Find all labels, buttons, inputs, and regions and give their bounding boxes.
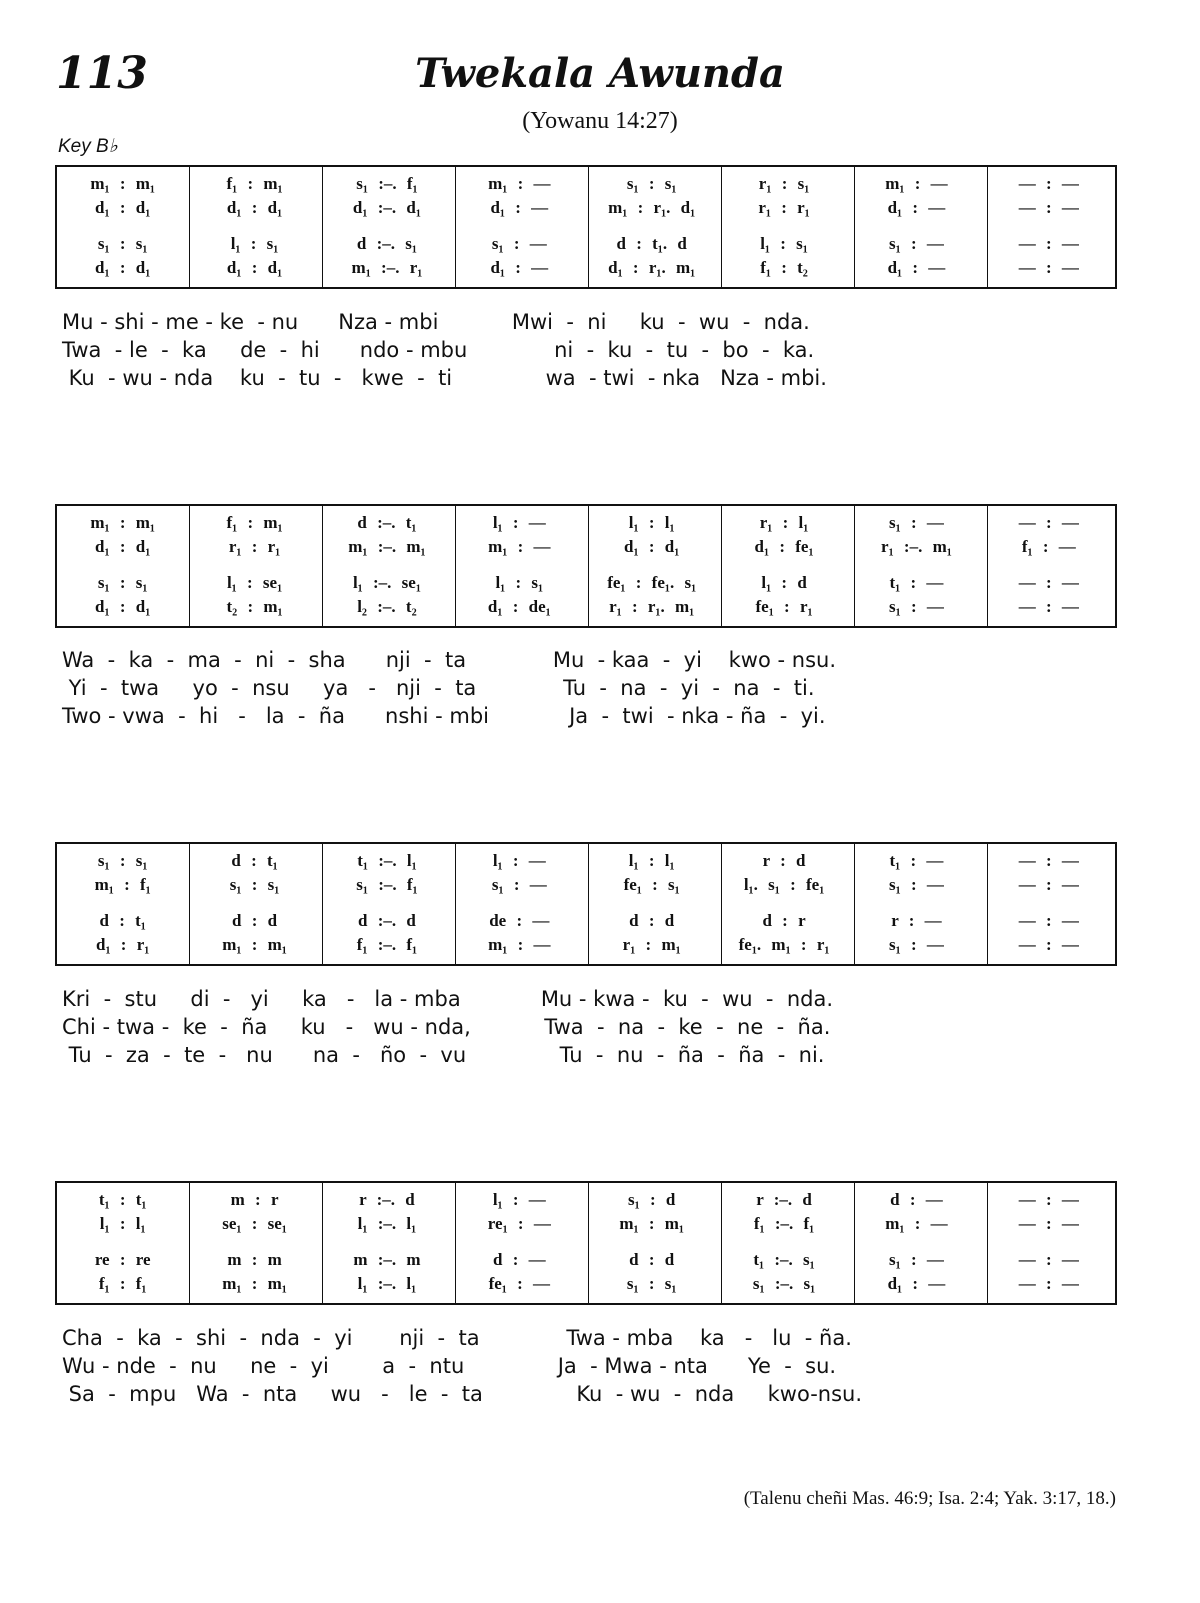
measure-cell: d₁ : d₁ (226, 258, 283, 277)
measure-cell: m :–. m (353, 1250, 421, 1269)
measure-cell: d₁ : fe₁ (754, 537, 814, 556)
measure-cell: — : — (1018, 234, 1079, 253)
measure-cell: r₁ : m₁ (622, 935, 681, 954)
measure-cell: r₁ : r₁. m₁ (609, 597, 695, 616)
measure-cell: s₁ : s₁ (626, 1274, 677, 1293)
voice-row (57, 512, 1115, 534)
measure-cell: l₁ : se₁ (226, 573, 283, 592)
voice-row (57, 596, 1115, 618)
measure-cell: d : t₁ (99, 911, 146, 930)
measure-cell: r : d (762, 851, 806, 870)
measure-cell: d : t₁ (231, 851, 278, 870)
measure-cell: d₁ : — (887, 258, 946, 277)
measure-cell: — : — (1018, 198, 1079, 217)
measure-cell: s₁ : — (889, 597, 944, 616)
lyric-line: Kri - stu di - yi ka - la - mba Mu - kwa - ku - wu - nda. (62, 987, 834, 1011)
voice-row (57, 874, 1115, 896)
measure-cell: t₁ : — (889, 851, 944, 870)
measure-cell: s₁ : s₁ (229, 875, 280, 894)
music-system (55, 1181, 1117, 1305)
measure-cell: m₁ : m₁ (90, 174, 156, 193)
measure-cell: r : — (891, 911, 942, 930)
measure-cell: fe₁ : s₁ (623, 875, 680, 894)
measure-cell: l₁ : s₁ (495, 573, 544, 592)
measure-cell: d₁ : — (887, 198, 946, 217)
measure-cell: d₁ : — (490, 198, 549, 217)
measure-cell: — : — (1018, 1274, 1079, 1293)
measure-cell: d :–. d (358, 911, 416, 930)
measure-cell: r :–. d (756, 1190, 812, 1209)
voice-row (57, 910, 1115, 932)
measure-cell: r₁ :–. m₁ (881, 537, 952, 556)
measure-cell: r₁ : s₁ (758, 174, 810, 193)
measure-cell: — : — (1018, 1190, 1079, 1209)
lyric-line: Yi - twa yo - nsu ya - nji - ta Tu - na - yi - na - ti. (62, 676, 815, 700)
measure-cell: d : — (890, 1190, 943, 1209)
measure-cell: f₁ : — (1021, 537, 1076, 556)
measure-cell: m₁ : m₁ (90, 513, 156, 532)
measure-cell: se₁ : se₁ (222, 1214, 287, 1233)
measure-cell: l₁ : — (492, 851, 546, 870)
measure-cell: m : m (227, 1250, 282, 1269)
measure-cell: — : — (1018, 1250, 1079, 1269)
measure-cell: m₁ : m₁ (222, 935, 287, 954)
measure-cell: d₁ : r₁ (96, 935, 150, 954)
measure-cell: — : — (1018, 513, 1079, 532)
measure-cell: l₁ :–. se₁ (352, 573, 421, 592)
measure-cell: d₁ : d₁ (226, 198, 283, 217)
lyric-line: Chi - twa - ke - ña ku - wu - nda, Twa - na - ke - ne - ña. (62, 1015, 831, 1039)
measure-cell: d : r (762, 911, 806, 930)
measure-cell: f₁ : m₁ (226, 174, 283, 193)
voice-row (57, 1249, 1115, 1271)
measure-cell: — : — (1018, 935, 1079, 954)
voice-row (57, 1213, 1115, 1235)
measure-cell: l₁ :–. l₁ (357, 1214, 417, 1233)
measure-cell: m : r (230, 1190, 279, 1209)
measure-cell: s₁ : d (628, 1190, 676, 1209)
measure-cell: s₁ : s₁ (97, 851, 148, 870)
measure-cell: l₁ : d (761, 573, 807, 592)
lyric-line: Two - vwa - hi - la - ña nshi - mbi Ja - twi - nka - ña - yi. (62, 704, 826, 728)
measure-cell: — : — (1018, 875, 1079, 894)
measure-cell: — : — (1018, 174, 1079, 193)
lyrics-block (62, 646, 836, 730)
voice-row (57, 850, 1115, 872)
lyric-line: Sa - mpu Wa - nta wu - le - ta Ku - wu - nda kwo-nsu. (62, 1382, 863, 1406)
measure-cell: t₁ : — (889, 573, 944, 592)
measure-cell: fe₁ : fe₁. s₁ (607, 573, 697, 592)
voice-row (57, 197, 1115, 219)
lyrics-block (62, 1324, 862, 1408)
measure-cell: l₁ :–. l₁ (357, 1274, 417, 1293)
lyric-line: Ku - wu - nda ku - tu - kwe - ti wa - twi - nka Nza - mbi. (62, 366, 827, 390)
measure-cell: s₁ : — (491, 234, 547, 253)
measure-cell: s₁ : s₁ (97, 573, 148, 592)
measure-cell: t₁ :–. l₁ (357, 851, 417, 870)
scripture-reference: (Yowanu 14:27) (522, 108, 678, 134)
measure-cell: s₁ : — (889, 875, 944, 894)
lyric-line: Twa - le - ka de - hi ndo - mbu ni - ku - tu - bo - ka. (62, 338, 815, 362)
measure-cell: — : — (1018, 258, 1079, 277)
measure-cell: t₁ : t₁ (98, 1190, 147, 1209)
measure-cell: s₁ :–. s₁ (752, 1274, 816, 1293)
footnote: (Talenu cheñi Mas. 46:9; Isa. 2:4; Yak. 3:17, 18.) (743, 1488, 1116, 1509)
measure-cell: r₁ : r₁ (758, 198, 810, 217)
measure-cell: d₁ : d₁ (95, 537, 151, 556)
lyric-line: Mu - shi - me - ke - nu Nza - mbi Mwi - ni ku - wu - nda. (62, 310, 810, 334)
voice-row (57, 173, 1115, 195)
measure-cell: f₁ :–. f₁ (753, 1214, 815, 1233)
measure-cell: s₁ : — (889, 1250, 944, 1269)
measure-cell: d₁ : d₁ (95, 597, 151, 616)
measure-cell: d :–. t₁ (357, 513, 417, 532)
measure-cell: f₁ : m₁ (226, 513, 283, 532)
measure-cell: l₁ : s₁ (760, 234, 808, 253)
measure-cell: s₁ : s₁ (626, 174, 677, 193)
measure-cell: s₁ : — (491, 875, 547, 894)
lyrics-block (62, 308, 827, 392)
voice-row (57, 934, 1115, 956)
measure-cell: l₁ : s₁ (230, 234, 279, 253)
measure-cell: d₁ : de₁ (487, 597, 551, 616)
measure-cell: l₁ : — (492, 1190, 546, 1209)
measure-cell: d : t₁. d (616, 234, 687, 253)
measure-cell: d₁ : — (490, 258, 549, 277)
measure-cell: m₁ :–. m₁ (348, 537, 426, 556)
measure-cell: m₁ : — (885, 174, 948, 193)
measure-cell: fe₁ : r₁ (755, 597, 813, 616)
measure-cell: — : — (1018, 911, 1079, 930)
music-system (55, 842, 1117, 966)
measure-cell: m₁ : m₁ (619, 1214, 685, 1233)
measure-cell: r₁ : r₁ (228, 537, 281, 556)
voice-row (57, 233, 1115, 255)
hymn-title: Twekala Awunda (415, 50, 785, 97)
measure-cell: m₁ : r₁. d₁ (608, 198, 696, 217)
measure-cell: fe₁ : — (488, 1274, 551, 1293)
lyric-line: Tu - za - te - nu na - ño - vu Tu - nu - ña - ña - ni. (62, 1043, 825, 1067)
measure-cell: d : d (629, 1250, 675, 1269)
measure-cell: m₁ : f₁ (94, 875, 151, 894)
lyric-line: Wu - nde - nu ne - yi a - ntu Ja - Mwa - nta Ye - su. (62, 1354, 837, 1378)
voice-row (57, 1189, 1115, 1211)
measure-cell: — : — (1018, 573, 1079, 592)
measure-cell: d :–. s₁ (356, 234, 417, 253)
measure-cell: l₁ : l₁ (99, 1214, 146, 1233)
measure-cell: — : — (1018, 1214, 1079, 1233)
measure-cell: d₁ :–. d₁ (352, 198, 421, 217)
measure-cell: t₂ : m₁ (226, 597, 283, 616)
measure-cell: s₁ :–. f₁ (356, 174, 418, 193)
voice-row (57, 257, 1115, 279)
measure-cell: d : d (629, 911, 675, 930)
measure-cell: s₁ : s₁ (97, 234, 148, 253)
measure-cell: d₁ : d₁ (95, 198, 151, 217)
lyrics-block (62, 985, 833, 1069)
measure-cell: — : — (1018, 851, 1079, 870)
measure-cell: d₁ : d₁ (624, 537, 680, 556)
measure-cell: t₁ :–. s₁ (753, 1250, 815, 1269)
measure-cell: l₁ : l₁ (628, 851, 675, 870)
measure-cell: — : — (1018, 597, 1079, 616)
measure-cell: de : — (489, 911, 550, 930)
measure-cell: f₁ : f₁ (98, 1274, 147, 1293)
measure-cell: d : d (232, 911, 278, 930)
measure-cell: m₁ : — (488, 935, 551, 954)
measure-cell: d₁ : d₁ (95, 258, 151, 277)
measure-cell: m₁ : m₁ (222, 1274, 287, 1293)
measure-cell: re₁ : — (487, 1214, 551, 1233)
measure-cell: d₁ : r₁. m₁ (608, 258, 696, 277)
lyric-line: Wa - ka - ma - ni - sha nji - ta Mu - kaa - yi kwo - nsu. (62, 648, 836, 672)
measure-cell: d : — (493, 1250, 546, 1269)
measure-cell: l₁. s₁ : fe₁ (743, 875, 825, 894)
measure-cell: s₁ : — (889, 935, 944, 954)
voice-row (57, 536, 1115, 558)
measure-cell: f₁ : t₂ (760, 258, 808, 277)
measure-cell: l₂ :–. t₂ (357, 597, 417, 616)
measure-cell: r :–. d (359, 1190, 415, 1209)
measure-cell: m₁ : — (885, 1214, 948, 1233)
measure-cell: s₁ : — (889, 513, 944, 532)
measure-cell: m₁ : — (488, 537, 551, 556)
lyric-line: Cha - ka - shi - nda - yi nji - ta Twa - mba ka - lu - ña. (62, 1326, 852, 1350)
music-system (55, 504, 1117, 628)
measure-cell: f₁ :–. f₁ (356, 935, 418, 954)
music-system (55, 165, 1117, 289)
measure-cell: m₁ : — (488, 174, 551, 193)
measure-cell: l₁ : l₁ (628, 513, 675, 532)
measure-cell: m₁ :–. r₁ (351, 258, 423, 277)
voice-row (57, 572, 1115, 594)
voice-row (57, 1273, 1115, 1295)
measure-cell: l₁ : — (492, 513, 546, 532)
measure-cell: s₁ :–. f₁ (356, 875, 418, 894)
key-signature: Key B♭ (58, 136, 118, 157)
measure-cell: r₁ : l₁ (759, 513, 809, 532)
measure-cell: re : re (94, 1250, 151, 1269)
hymn-number: 113 (56, 48, 148, 99)
measure-cell: d₁ : — (887, 1274, 946, 1293)
measure-cell: s₁ : — (889, 234, 944, 253)
measure-cell: fe₁. m₁ : r₁ (738, 935, 830, 954)
